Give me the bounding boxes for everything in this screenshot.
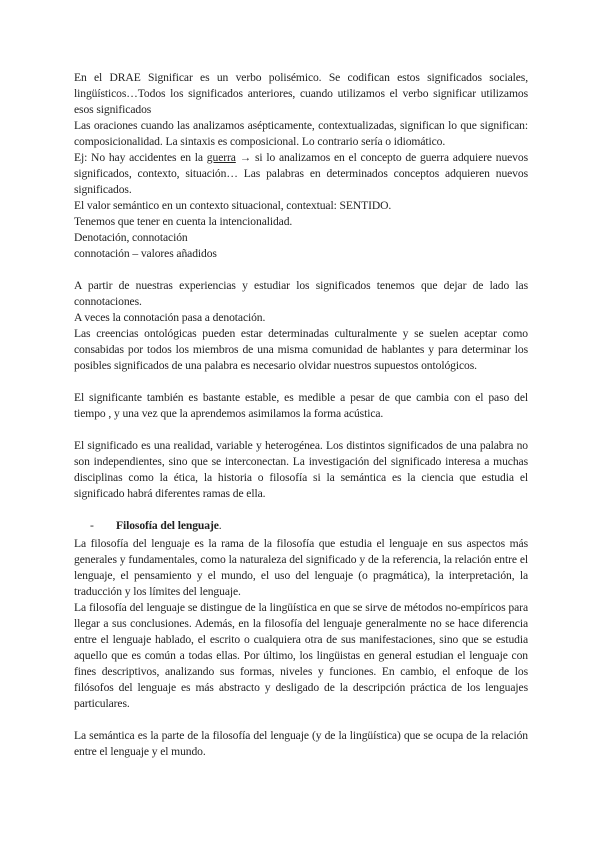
- section-heading: [74, 518, 528, 534]
- paragraph: La filosofía del lenguaje es la rama de la filosofía que estudia el lenguaje en sus aspectos más generales y fundamentales, como la naturaleza del significado y de la referencia, la relación entre el lenguaje, el pensamiento y el mundo, el uso del lenguaje (o pragmática), la interpretación, la traducción y los límites del lenguaje.: [74, 537, 528, 598]
- bullet-dash: -: [90, 519, 94, 532]
- paragraph: Las oraciones cuando las analizamos asépticamente, contextualizadas, significan lo que significan: composicionalidad. La sintaxis es composicional. Lo contrario sería o idiomático.: [74, 119, 528, 148]
- example-text: Ej: No hay accidentes en la: [74, 151, 207, 164]
- paragraph: La semántica es la parte de la filosofía del lenguaje (y de la lingüística) que se ocupa de la relación entre el lenguaje y el mundo.: [74, 729, 528, 758]
- example-text-rest: si lo analizamos en el concepto de guerra adquiere nuevos significados, contexto, situación… Las palabras en determinados conceptos adquieren nuevos significados.: [74, 151, 528, 196]
- section-title-period: .: [218, 519, 222, 532]
- spacer: [74, 374, 528, 390]
- paragraph: Denotación, connotación: [74, 231, 188, 244]
- paragraph-example: [74, 150, 528, 198]
- paragraph: La filosofía del lenguaje se distingue de la lingüística en que se sirve de métodos no-empíricos para llegar a sus conclusiones. Además, en la filosofía del lenguaje generalmente no se hace diferencia entre el lenguaje hablado, el escrito o cualquiera otra de sus manifestaciones, sino que se estudia aquello que es común a todas ellas. Por último, los lingüistas en general estudian el lenguaje con fines descriptivos, analizando sus formas, niveles y funciones. En cambio, el enfoque de los filósofos del lenguaje es más abstracto y desligado de la descripción práctica de los lenguajes particulares.: [74, 601, 528, 710]
- spacer: [74, 422, 528, 438]
- paragraph: El significado es una realidad, variable y heterogénea. Los distintos significados de una palabra no son independientes, sino que se interconectan. La investigación del significado interesa a muchas disciplinas como la ética, la historia o filosofía si la semántica es la ciencia que estudia el significado habrá diferentes ramas de ella.: [74, 439, 528, 500]
- paragraph: A veces la connotación pasa a denotación.: [74, 311, 266, 324]
- paragraph: En el DRAE Significar es un verbo polisémico. Se codifican estos significados sociales, lingüísticos…Todos los significados anteriores, cuando utilizamos el verbo significar utilizamos esos significados: [74, 71, 528, 116]
- spacer: [74, 712, 528, 728]
- paragraph: El valor semántico en un contexto situacional, contextual: SENTIDO.: [74, 199, 392, 212]
- paragraph: connotación – valores añadidos: [74, 247, 217, 260]
- section-title: Filosofía del lenguaje: [116, 519, 219, 532]
- paragraph: Las creencias ontológicas pueden estar determinadas culturalmente y se suelen aceptar como consabidas por todos los miembros de una misma comunidad de hablantes y para determinar los posibles significados de una palabra es necesario olvidar nuestros supuestos ontológicos.: [74, 327, 528, 372]
- arrow-glyph: →: [235, 151, 255, 164]
- paragraph: El significante también es bastante estable, es medible a pesar de que cambia con el paso del tiempo , y una vez que la aprendemos asimilamos la forma acústica.: [74, 391, 528, 420]
- paragraph: Tenemos que tener en cuenta la intencionalidad.: [74, 215, 293, 228]
- spacer: [74, 502, 528, 518]
- paragraph: A partir de nuestras experiencias y estudiar los significados tenemos que dejar de lado las connotaciones.: [74, 279, 528, 308]
- spacer: [74, 262, 528, 278]
- underlined-word: guerra: [206, 151, 236, 164]
